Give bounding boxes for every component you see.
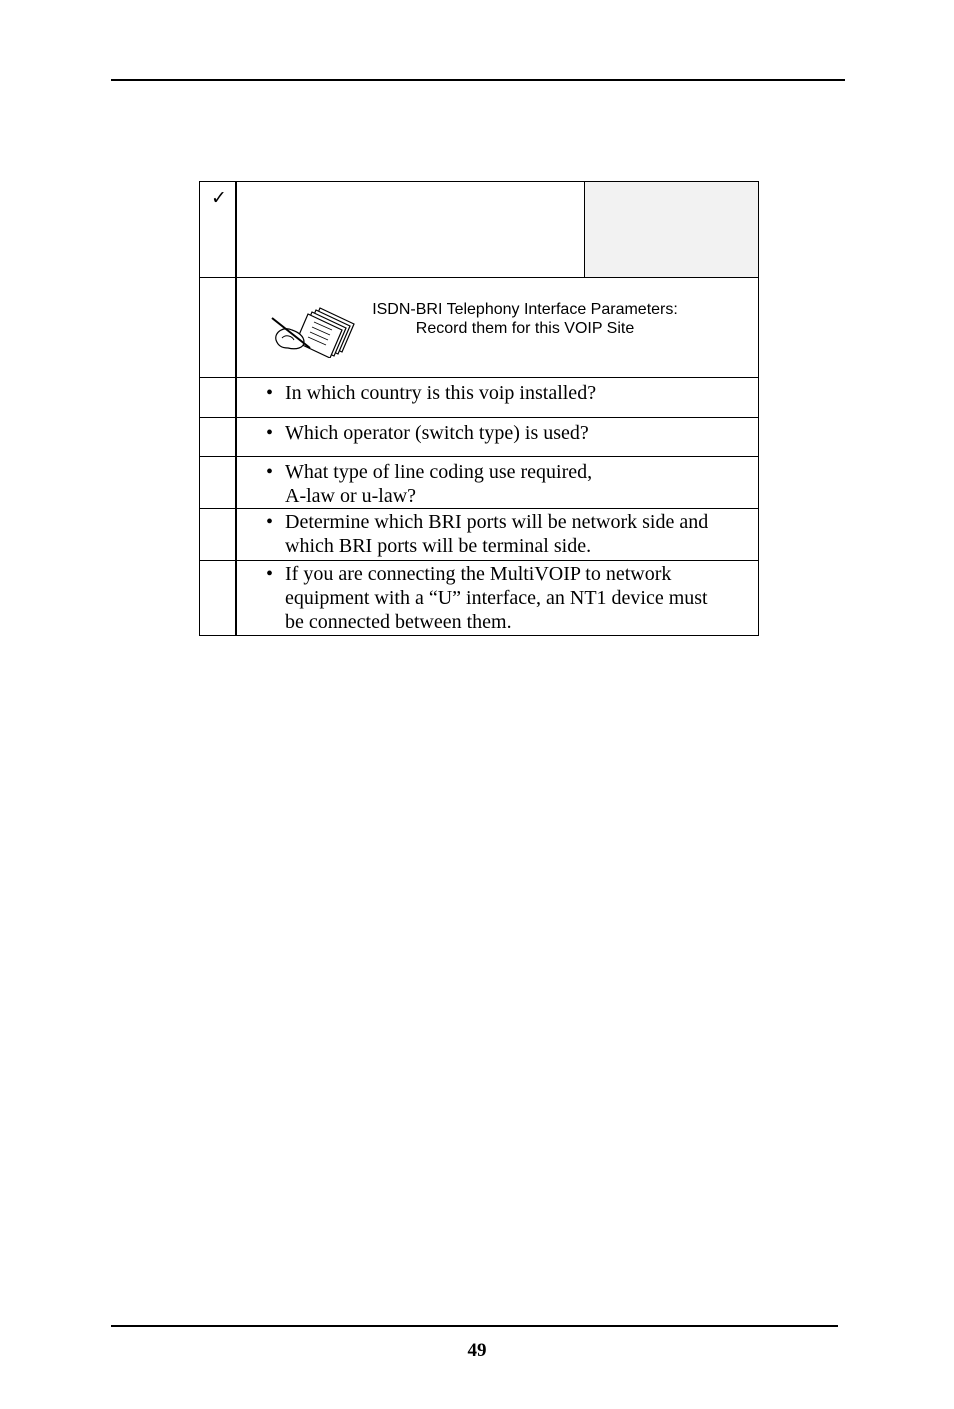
item-line: equipment with a “U” interface, an NT1 device must [285,587,708,609]
item-line: What type of line coding use required, [285,461,593,483]
bullet-icon: • [266,382,274,404]
checklist-item [200,561,758,635]
item-text [266,510,738,558]
footer-rule [111,1325,838,1327]
check-column [200,182,237,277]
bullet-icon: • [266,511,274,533]
item-line: Which operator (switch type) is used? [285,422,589,444]
notepad-with-pen-icon [270,302,356,358]
item-text [266,562,738,634]
check-column [200,418,237,456]
checklist-table [199,181,759,636]
page-number: 49 [467,1340,487,1361]
checklist-item [200,509,758,561]
item-text [266,421,738,445]
banner-title: ISDN-BRI Telephony Interface Parameters: [372,301,678,318]
check-column [200,561,237,635]
item-line: If you are connecting the MultiVOIP to network [285,563,672,585]
banner-subtitle: Record them for this VOIP Site [415,320,635,337]
bullet-icon: • [266,461,274,483]
item-line: be connected between them. [285,611,512,633]
checklist-item [200,418,758,457]
checkmark-icon: ✓ [211,187,227,209]
bullet-icon: • [266,422,274,444]
checklist-header-row [200,182,758,278]
item-line: In which country is this voip installed? [285,382,597,404]
item-text [266,460,738,508]
bullet-icon: • [266,563,274,585]
header-rule [111,79,845,81]
check-column [200,378,237,417]
check-column [200,457,237,508]
banner-text [360,300,690,338]
banner-row [200,278,758,378]
item-line: A-law or u-law? [285,485,417,507]
check-column [200,509,237,560]
item-text [266,381,738,405]
item-line: which BRI ports will be terminal side. [285,535,592,557]
checklist-item [200,378,758,418]
checklist-item [200,457,758,509]
check-column [200,278,237,377]
item-line: Determine which BRI ports will be network side and [285,511,709,533]
shaded-cell [584,182,758,277]
